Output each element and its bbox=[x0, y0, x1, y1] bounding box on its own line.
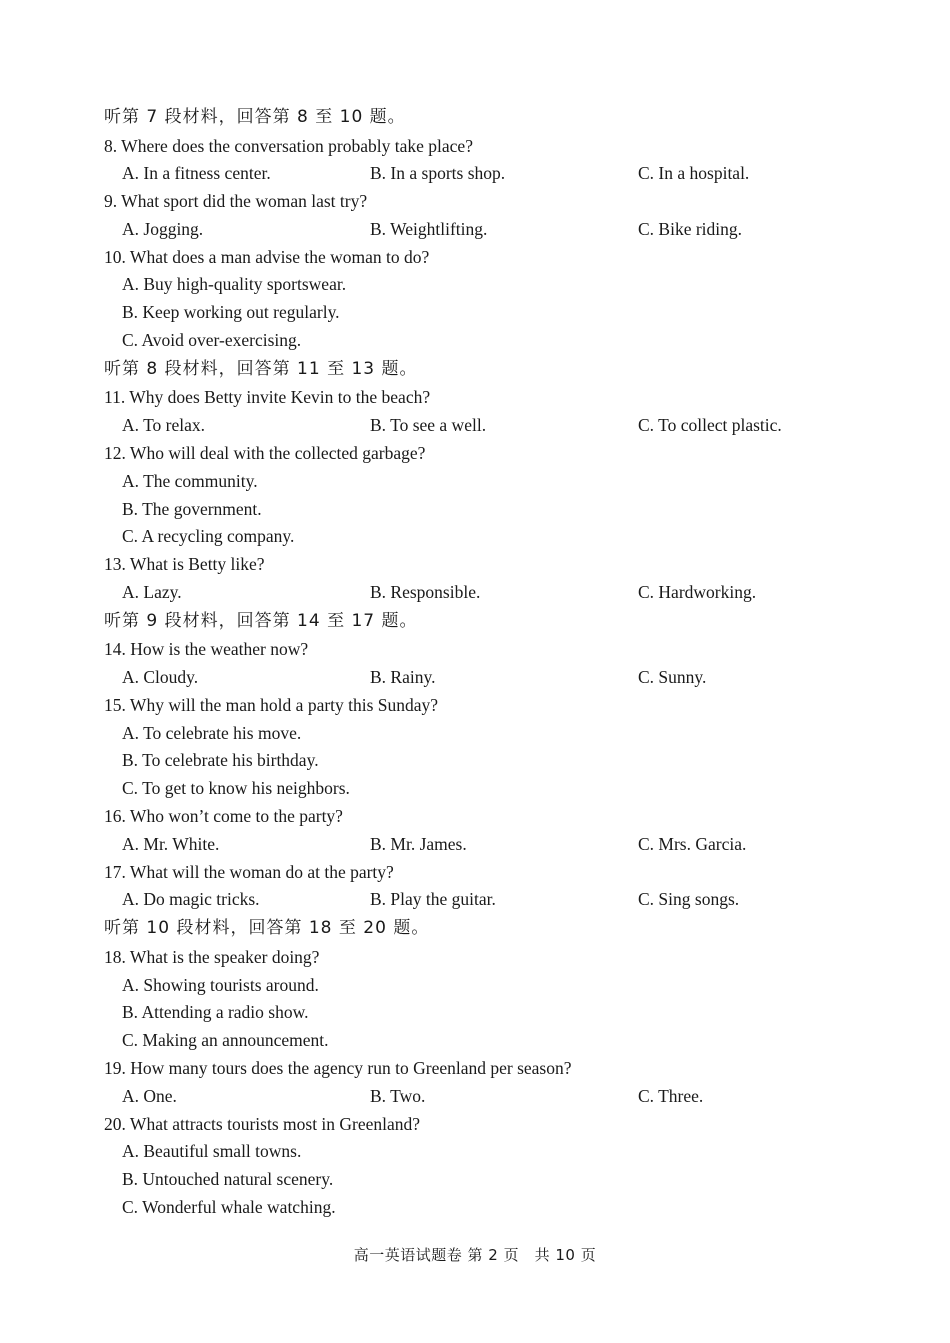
question-text: 18. What is the speaker doing? bbox=[104, 946, 320, 967]
option-b: B. Mr. James. bbox=[370, 833, 467, 854]
option-b: B. The government. bbox=[122, 498, 262, 519]
option-a: A. To relax. bbox=[122, 415, 206, 436]
question-text: 17. What will the woman do at the party? bbox=[104, 861, 394, 882]
option-a: A. Do magic tricks. bbox=[122, 889, 260, 910]
options-row bbox=[104, 579, 884, 607]
exam-content bbox=[104, 103, 884, 1222]
option-b: B. To see a well. bbox=[370, 415, 487, 436]
question-text: 16. Who won’t come to the party? bbox=[104, 806, 343, 827]
question-text: 10. What does a man advise the woman to do? bbox=[104, 246, 430, 267]
option-b: B. Two. bbox=[370, 1085, 426, 1106]
question-text: 20. What attracts tourists most in Greenland? bbox=[104, 1113, 421, 1134]
options-row bbox=[104, 886, 884, 914]
option-b: B. In a sports shop. bbox=[370, 163, 506, 184]
section-header: 听第 7 段材料，回答第 8 至 10 题。 bbox=[104, 107, 406, 127]
options-row bbox=[104, 664, 884, 692]
option-c: C. To collect plastic. bbox=[638, 415, 782, 436]
option-b: B. To celebrate his birthday. bbox=[122, 750, 319, 771]
option-b: B. Untouched natural scenery. bbox=[122, 1169, 334, 1190]
question-text: 19. How many tours does the agency run to Greenland per season? bbox=[104, 1057, 572, 1078]
option-c: C. A recycling company. bbox=[122, 526, 295, 547]
page-footer: 高一英语试题卷 第 2 页 共 10 页 bbox=[353, 1246, 597, 1264]
option-a: A. Jogging. bbox=[122, 218, 204, 239]
section-header: 听第 10 段材料，回答第 18 至 20 题。 bbox=[104, 918, 430, 939]
option-a: A. One. bbox=[122, 1085, 177, 1106]
option-c: C. Avoid over-exercising. bbox=[122, 330, 302, 351]
options-row bbox=[104, 1083, 884, 1111]
option-c: C. In a hospital. bbox=[638, 163, 750, 184]
option-c: C. Making an announcement. bbox=[122, 1030, 329, 1051]
option-a: A. Cloudy. bbox=[122, 667, 199, 688]
option-b: B. Play the guitar. bbox=[370, 889, 496, 910]
options-row bbox=[104, 160, 884, 188]
option-a: A. In a fitness center. bbox=[122, 163, 271, 184]
option-a: A. Buy high-quality sportswear. bbox=[122, 274, 347, 295]
option-c: C. Bike riding. bbox=[638, 218, 743, 239]
option-b: B. Rainy. bbox=[370, 667, 436, 688]
option-b: B. Attending a radio show. bbox=[122, 1002, 309, 1023]
options-row bbox=[104, 831, 884, 859]
option-c: C. Wonderful whale watching. bbox=[122, 1196, 336, 1217]
section-header: 听第 8 段材料，回答第 11 至 13 题。 bbox=[104, 358, 418, 379]
question-text: 12. Who will deal with the collected garbage? bbox=[104, 442, 426, 463]
question-text: 14. How is the weather now? bbox=[104, 639, 309, 660]
option-a: A. The community. bbox=[122, 470, 258, 491]
option-c: C. Hardworking. bbox=[638, 581, 757, 602]
option-c: C. Sing songs. bbox=[638, 889, 740, 910]
option-c: C. Sunny. bbox=[638, 667, 707, 688]
option-a: A. Beautiful small towns. bbox=[122, 1141, 302, 1162]
option-a: A. Lazy. bbox=[122, 581, 182, 602]
question-text: 11. Why does Betty invite Kevin to the beach? bbox=[104, 387, 431, 408]
option-c: C. To get to know his neighbors. bbox=[122, 778, 350, 799]
question-text: 8. Where does the conversation probably take place? bbox=[104, 135, 473, 156]
section-header: 听第 9 段材料，回答第 14 至 17 题。 bbox=[104, 610, 418, 631]
option-b: B. Responsible. bbox=[370, 581, 481, 602]
options-row bbox=[104, 412, 884, 440]
option-b: B. Weightlifting. bbox=[370, 218, 488, 239]
option-a: A. Mr. White. bbox=[122, 833, 220, 854]
option-b: B. Keep working out regularly. bbox=[122, 302, 340, 323]
option-a: A. To celebrate his move. bbox=[122, 722, 302, 743]
question-text: 13. What is Betty like? bbox=[104, 554, 265, 575]
options-row bbox=[104, 216, 884, 244]
question-text: 9. What sport did the woman last try? bbox=[104, 191, 368, 212]
question-text: 15. Why will the man hold a party this Sunday? bbox=[104, 694, 439, 715]
option-c: C. Three. bbox=[638, 1085, 704, 1106]
option-a: A. Showing tourists around. bbox=[122, 974, 319, 995]
option-c: C. Mrs. Garcia. bbox=[638, 833, 747, 854]
